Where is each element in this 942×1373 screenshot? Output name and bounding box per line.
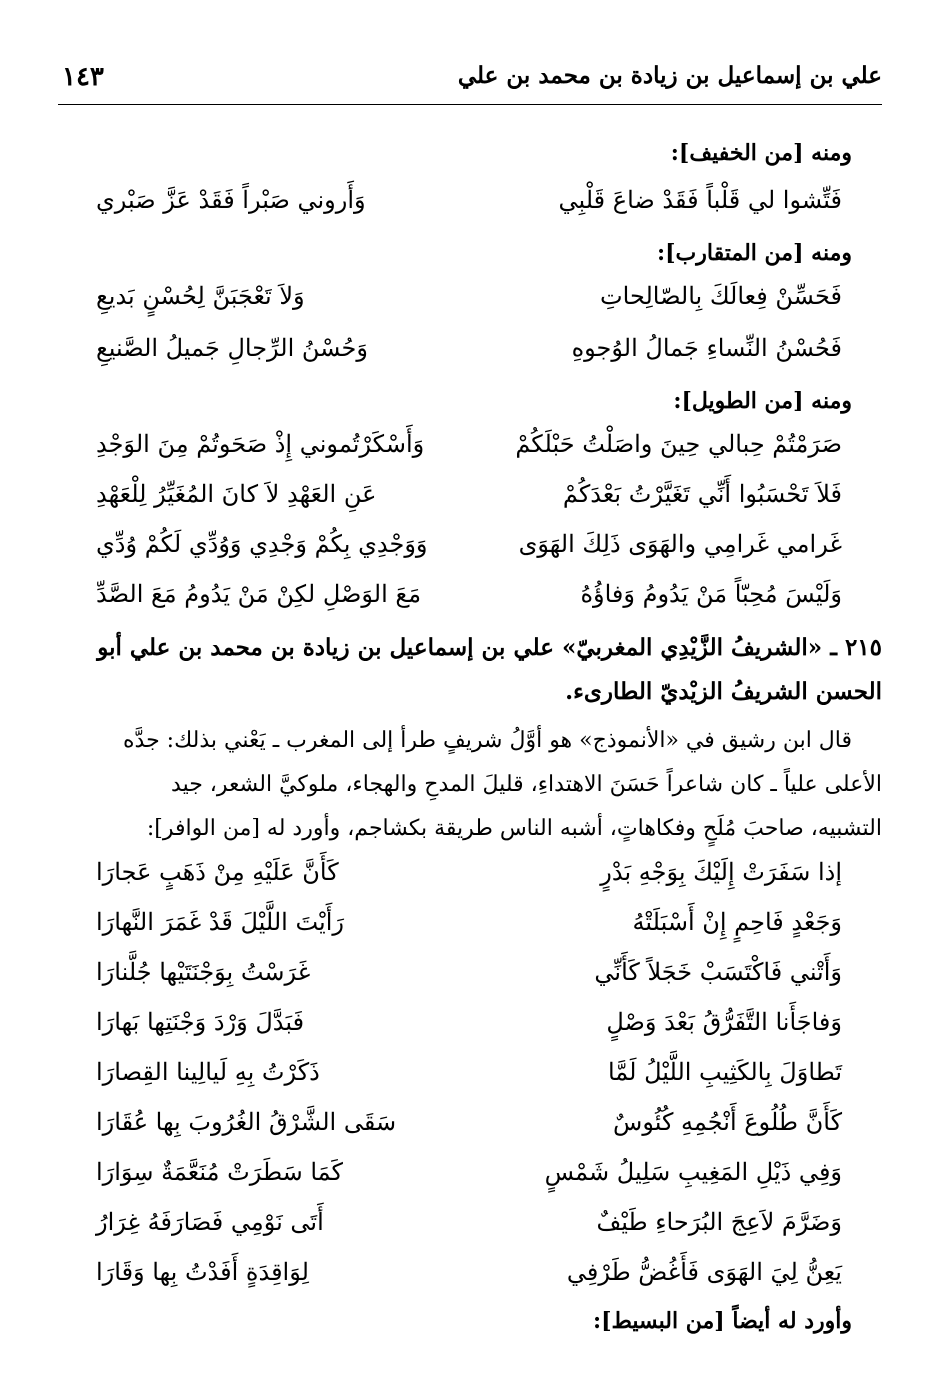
hemistich-second: فَبَدَّلَ وَرْدَ وَجْنَتِها بَهارَا	[96, 1008, 305, 1036]
hemistich-first: تَطاوَلَ بِالكَثِيبِ اللَّيْلُ لَمَّا	[607, 1058, 842, 1086]
intro-khafif: ومنه [من الخفيف]:	[670, 140, 852, 166]
verse-line	[96, 908, 842, 948]
verse-line	[96, 958, 842, 998]
hemistich-first: فَحَسِّنْ فِعالَكَ بِالصّالِحاتِ	[600, 282, 842, 310]
hemistich-second: كَأَنَّ عَلَيْهِ مِنْ ذَهَبٍ عَجارَا	[96, 858, 339, 886]
verse-line	[96, 1058, 842, 1098]
verse-line	[96, 1158, 842, 1198]
hemistich-second: كَمَا سَطَرَتْ مُنَعَّمَةٌ سِوَارَا	[96, 1158, 343, 1186]
paragraph-line: قال ابن رشيق في «الأنموذج» هو أوَّلُ شريفٍ طرأ إلى المغرب ـ يَعْني بذلك: جدَّه	[123, 728, 852, 753]
hemistich-first: وَجَعْدٍ فَاحِمٍ إِنْ أَسْبَلَتْهُ	[632, 908, 842, 936]
hemistich-first: وَفِي ذَيْلِ المَغِيبِ سَلِيلُ شَمْسٍ	[544, 1158, 842, 1186]
verse-line	[96, 1008, 842, 1048]
hemistich-first: وَضَرَّمَ لاَعِجَ البُرَحاءِ طَيْفٌ	[596, 1208, 842, 1236]
intro-basit: وأورد له أيضاً [من البسيط]:	[592, 1308, 852, 1334]
hemistich-first: غَرامي غَرامِي والهَوَى ذَلِكَ الهَوَى	[518, 530, 842, 558]
hemistich-first: كَأَنَّ طُلُوعَ أَنْجُمِهِ كُئُوسٌ	[613, 1108, 842, 1136]
hemistich-first: فَحُسْنُ النِّساءِ جَمالُ الوُجوهِ	[571, 334, 842, 362]
hemistich-second: ذَكَرْتُ بِهِ لَيالِينا القِصارَا	[96, 1058, 320, 1086]
entry-heading-line2: الحسن الشريفُ الزيْديّ الطارىء.	[565, 678, 882, 705]
hemistich-first: وَفاجَأَنا التَّفَرُّقُ بَعْدَ وَصْلٍ	[606, 1008, 842, 1036]
hemistich-first: فَلاَ تَحْسَبُوا أَنِّي تَغَيَّرْتُ بَعْدَكُمْ	[562, 480, 842, 508]
intro-mutaqarib: ومنه [من المتقارب]:	[657, 240, 852, 266]
hemistich-second: سَقَى الشَّرْقُ الغُرُوبَ بِها عُقَارَا	[96, 1108, 397, 1136]
hemistich-second: عَنِ العَهْدِ لاَ كانَ المُغَيِّرُ لِلْعَهْدِ	[96, 480, 377, 508]
paragraph-line: التشبيه، صاحبَ مُلَحٍ وفكاهاتٍ، أشبه الناس طريقة بكشاجم، وأورد له [من الوافر]:	[146, 816, 882, 841]
hemistich-first: إذا سَفَرَتْ إِلَيْكَ بِوَجْهِ بَدْرٍ	[600, 858, 842, 886]
verse-line	[96, 282, 842, 322]
page-number: ١٤٣	[62, 62, 104, 92]
hemistich-first: وَأَتْني فَاكْتَسَبْ خَجَلاً كَأَنِّي	[594, 958, 842, 986]
verse-line	[96, 530, 842, 570]
paragraph-line: الأعلى علياً ـ كان شاعراً حَسَنَ الاهتداءِ، قليلَ المدحِ والهجاء، ملوكيَّ الشعر، جيد	[171, 772, 882, 797]
intro-tawil: ومنه [من الطويل]:	[673, 388, 852, 414]
hemistich-second: وَأَسْكَرْتُموني إِذْ صَحَوتُمْ مِنَ الوَجْدِ	[96, 430, 425, 458]
verse-line	[96, 858, 842, 898]
running-header	[58, 58, 882, 105]
hemistich-first: صَرَمْتُمْ حِبالي حِينَ واصَلْتُ حَبْلَكُمْ	[515, 430, 842, 458]
verse-line	[96, 430, 842, 470]
hemistich-second: مَعَ الوَصْلِ لكِنْ مَنْ يَدُومُ مَعَ الصَّدِّ	[96, 580, 422, 608]
entry-heading-line1: ٢١٥ ـ «الشريفُ الزَّيْدِي المغربيّ» علي بن إسماعيل بن زيادة بن محمد بن علي أبو	[97, 634, 882, 661]
verse-line	[96, 1258, 842, 1298]
verse-line	[96, 1208, 842, 1248]
verse-line	[96, 186, 842, 226]
hemistich-second: وَلاَ تَعْجَبَنَّ لِحُسْنٍ بَديعِ	[96, 282, 305, 310]
verse-line	[96, 334, 842, 374]
hemistich-first: وَلَيْسَ مُحِبّاً مَنْ يَدُومُ وَفاؤُهُ	[580, 580, 842, 608]
header-title: علي بن إسماعيل بن زيادة بن محمد بن علي	[457, 62, 882, 89]
hemistich-second: أَتَى نَوْمِي فَصَارَفَهُ غِرَارُ	[96, 1208, 324, 1236]
hemistich-first: يَعِنُّ لِيَ الهَوَى فَأَغُضُّ طَرْفِي	[566, 1258, 842, 1286]
hemistich-second: لِوَاقِدَةٍ أَفَدْتُ بِها وَقَارَا	[96, 1258, 309, 1286]
hemistich-second: وَحُسْنُ الرِّجالِ جَميلُ الصَّنيعِ	[96, 334, 368, 362]
verse-line	[96, 580, 842, 620]
verse-line	[96, 1108, 842, 1148]
hemistich-first: فَتِّشوا لي قَلْباً فَقَدْ ضاعَ قَلْبِي	[558, 186, 842, 214]
verse-line	[96, 480, 842, 520]
hemistich-second: وَوَجْدِي بِكُمْ وَجْدِي وَوُدِّي لَكُمْ وُدِّي	[96, 530, 428, 558]
hemistich-second: غَرَسْتُ بِوَجْنَتَيْها جُلَّنارَا	[96, 958, 311, 986]
hemistich-second: رَأَيْتَ اللَّيْلَ قَدْ غَمَرَ النَّهارَا	[96, 908, 344, 936]
hemistich-second: وَأَروني صَبْراً فَقَدْ عَزَّ صَبْري	[96, 186, 366, 214]
